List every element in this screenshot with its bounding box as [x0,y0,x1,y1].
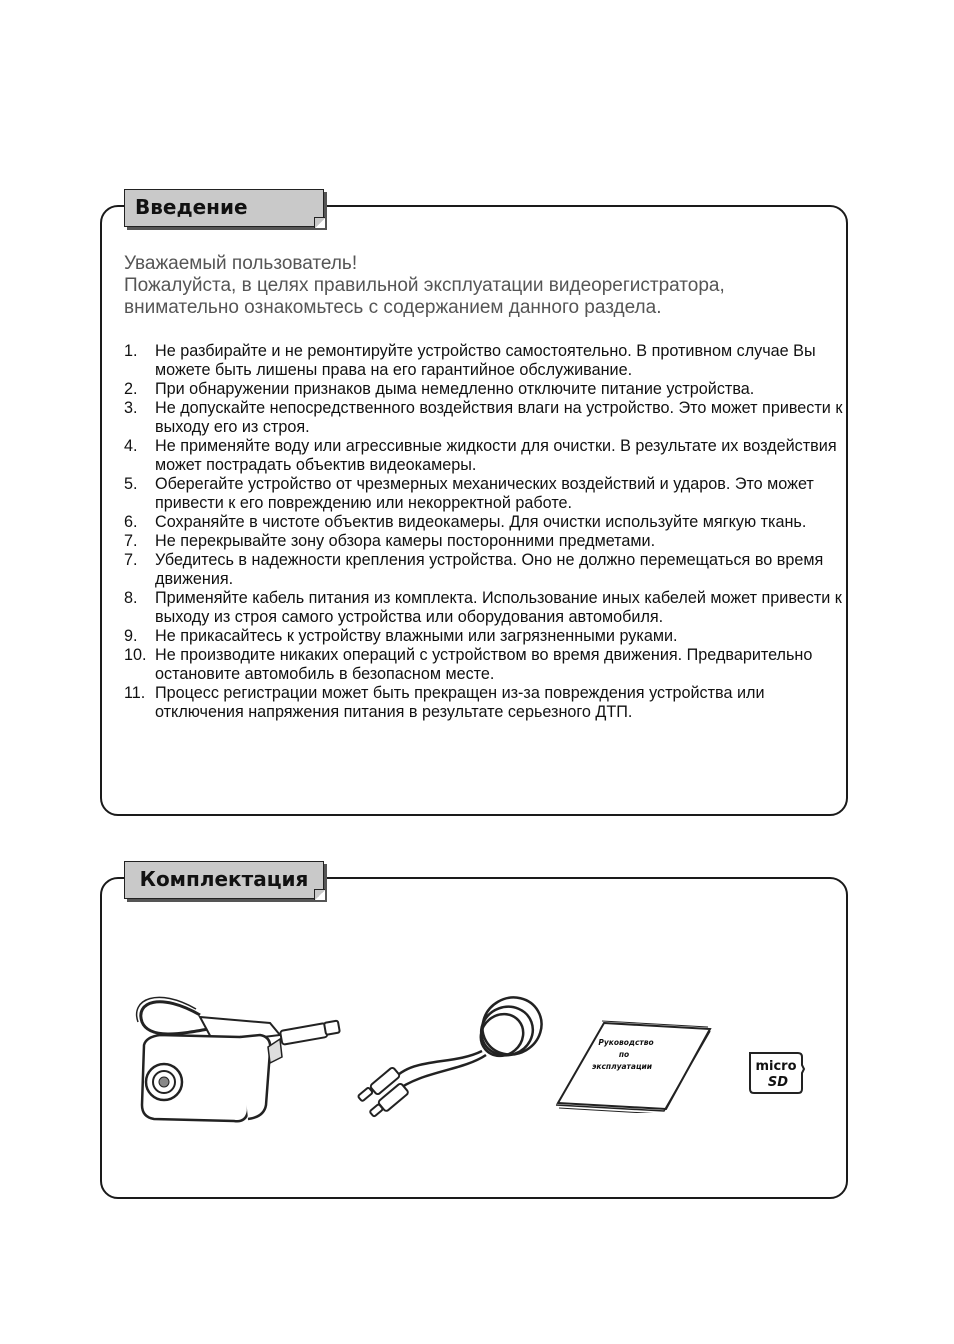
list-item-text: Оберегайте устройство от чрезмерных механических воздействий и ударов. Это может привести к его повреждению или некорректной работе. [155,475,814,512]
list-item-number: 9. [124,627,138,645]
kit-items [102,879,846,1197]
manual-text-line: эксплуатации [591,1062,653,1071]
list-item [124,532,844,551]
manual-text-line: Руководство [598,1038,654,1047]
intro-greeting [124,253,834,319]
tab-fold-decoration [314,217,325,228]
list-item [124,684,844,722]
list-item-text: Сохраняйте в чистоте объектив видеокамеры. Для очистки используйте мягкую ткань. [155,513,807,531]
manual-icon [554,1017,714,1113]
list-item [124,342,844,380]
greeting-line: Пожалуйста, в целях правильной эксплуатации видеорегистратора, [124,275,725,296]
list-item [124,627,844,646]
list-item [124,380,844,399]
dashcam-icon [130,987,350,1127]
list-item-number: 10. [124,646,147,664]
list-item-text: Не разбирайте и не ремонтируйте устройство самостоятельно. В противном случае Вы можете быть лишены права на его гарантийное обслуживание. [155,342,816,379]
manual-text-line: по [618,1050,630,1059]
list-item-text: Процесс регистрации может быть прекращен из-за повреждения устройства или отключения напряжения питания в результате серьезного ДТП. [155,684,765,721]
list-item-number: 1. [124,342,138,360]
kit-title-label: Комплектация [139,867,309,891]
list-item [124,551,844,589]
list-item-text: Не допускайте непосредственного воздействия влаги на устройство. Это может привести к выходу его из строя. [155,399,843,436]
microsd-icon [746,1051,806,1095]
list-item-text: Не прикасайтесь к устройству влажными или загрязненными руками. [155,627,678,645]
list-item-text: Не производите никаких операций с устройством во время движения. Предварительно остановите автомобиль в безопасном месте. [155,646,813,683]
list-item-number: 2. [124,380,138,398]
list-item-number: 7. [124,551,138,569]
list-item-number: 8. [124,589,138,607]
list-item-number: 3. [124,399,138,417]
list-item-text: Убедитесь в надежности крепления устройства. Оно не должно перемещаться во время движения. [155,551,824,588]
safety-rules-list [124,342,844,722]
list-item-text: При обнаружении признаков дыма немедленно отключите питание устройства. [155,380,755,398]
cable-icon [352,991,552,1121]
list-item [124,513,844,532]
list-item-number: 5. [124,475,138,493]
greeting-line: Уважаемый пользователь! [124,253,358,274]
list-item [124,475,844,513]
microsd-text: micro [755,1059,797,1074]
list-item [124,437,844,475]
intro-section [100,195,848,816]
list-item-number: 4. [124,437,138,455]
list-item [124,399,844,437]
list-item-text: Не перекрывайте зону обзора камеры посторонними предметами. [155,532,656,550]
list-item-text: Не применяйте воду или агрессивные жидкости для очистки. В результате их воздействия может пострадать объектив видеокамеры. [155,437,837,474]
list-item [124,646,844,684]
list-item-number: 6. [124,513,138,531]
greeting-line: внимательно ознакомьтесь с содержанием данного раздела. [124,297,662,318]
intro-title-label: Введение [135,195,248,219]
intro-title [124,189,324,227]
list-item-number: 11. [124,684,146,702]
list-item-number: 7. [124,532,138,550]
list-item-text: Применяйте кабель питания из комплекта. Использование иных кабелей может привести к выходу из строя самого устройства или оборудования автомобиля. [155,589,842,626]
kit-section [100,867,848,1199]
list-item [124,589,844,627]
microsd-text: SD [767,1075,789,1090]
